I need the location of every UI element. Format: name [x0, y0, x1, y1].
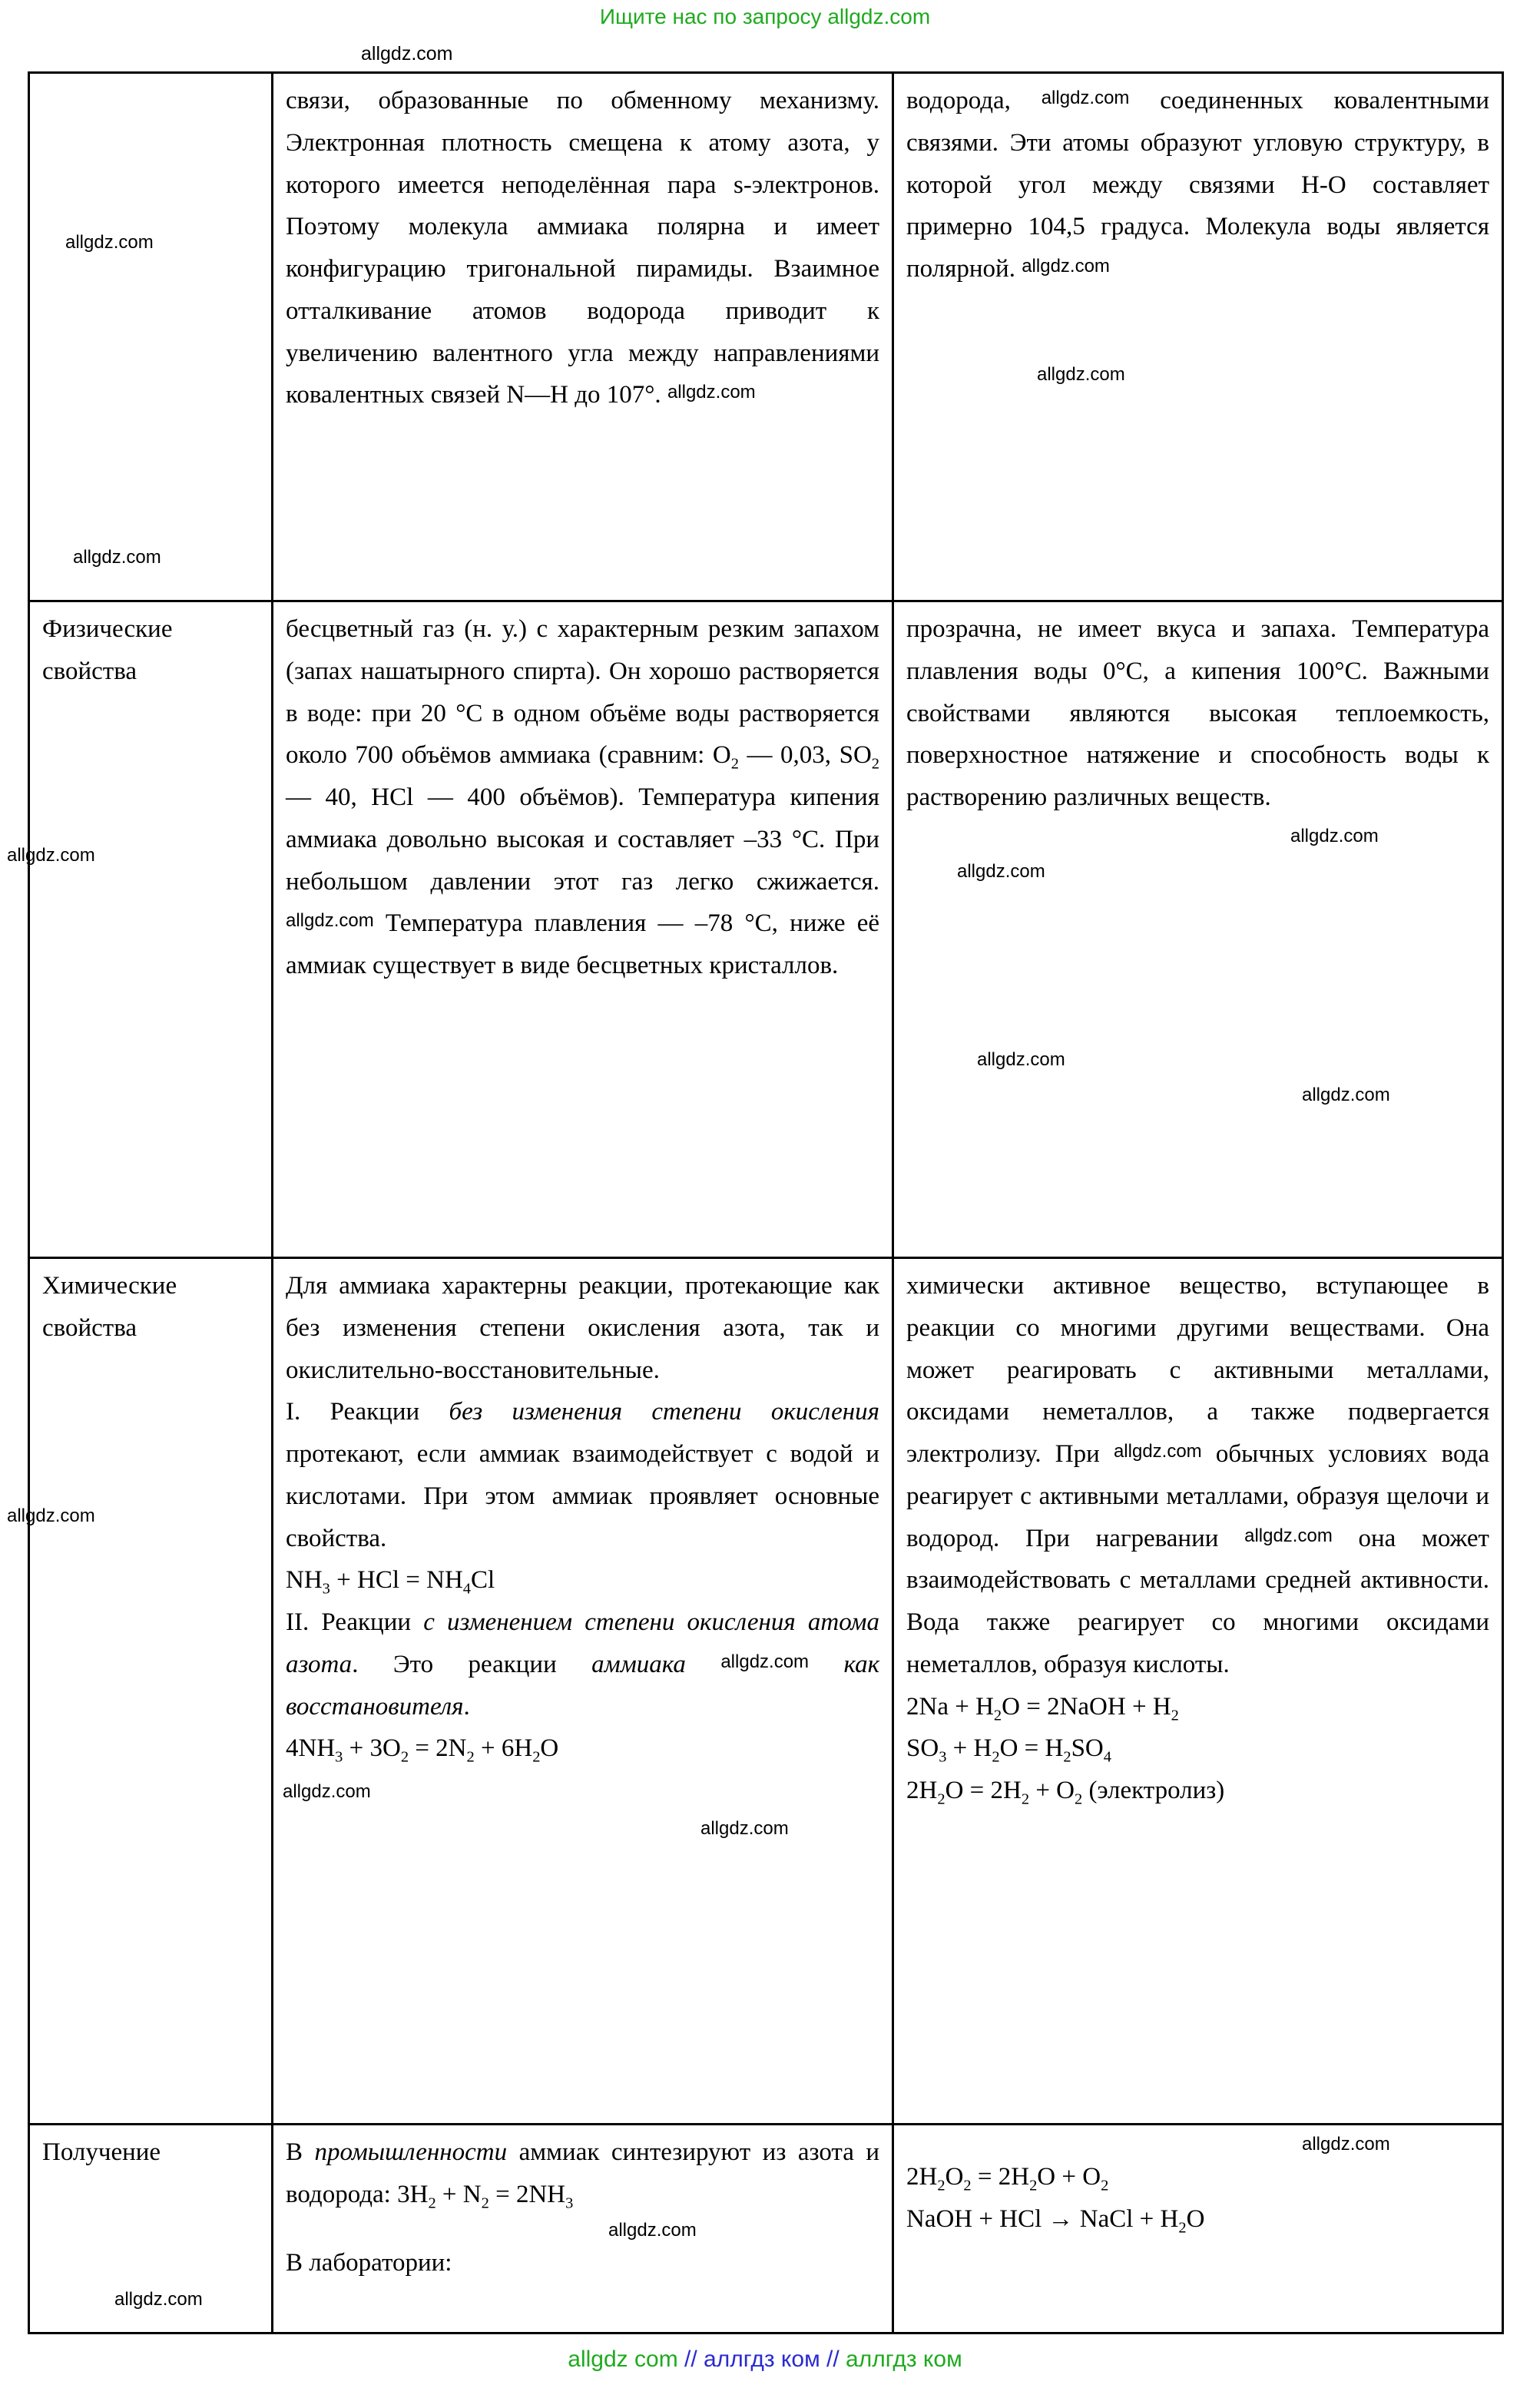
chemical-equation: $SO_3 + H_2O = H_2SO_4$	[906, 1734, 1111, 1767]
row-physical-properties	[29, 601, 1503, 1258]
production-water-cell	[893, 2125, 1503, 2333]
physical-ammonia-cell	[273, 601, 893, 1258]
watermark: allgdz.com	[700, 1818, 789, 1840]
physical-water-text: прозрачна, не имеет вкуса и запаха. Температура плавления воды 0°C, а кипения 100°C. Важными свойствами являются высокая теплоемкость, поверхностное натяжение и способность воды к растворению различных веществ.	[906, 615, 1489, 812]
watermark: allgdz.com	[283, 1781, 371, 1803]
structure-ammonia-text: связи, образованные по обменному механизму. Электронная плотность смещена к атому азота, у которого имеется неподелённая пара s-электронов. Поэтому молекула аммиака полярна и имеет конфигурацию тригональной пирамиды. Взаимное отталкивание атомов водорода приводит к увеличению валентного угла между направлениями ковалентных связей N—H до 107°. allgdz.com	[286, 87, 879, 409]
watermark: allgdz.com	[7, 1505, 95, 1526]
site-banner: Ищите нас по запросу allgdz.com	[599, 5, 931, 28]
production-ammonia-text: В промышленности аммиак синтезируют из азота и водорода: $3H_2 + N_2 = 2NH_3$	[286, 2138, 879, 2212]
chemical-equation: $4NH_3 + 3O_2 = 2N_2 + 6H_2O$	[286, 1734, 559, 1767]
watermark: allgdz.com	[114, 2289, 203, 2310]
comparison-table	[7, 71, 1504, 2334]
chemical-ammonia-reactions-1: I. Реакции без изменения степени окисления протекают, если аммиак взаимодействует с водой и кислотами. При этом аммиак проявляет основные свойства.	[286, 1398, 879, 1552]
chemical-equation: NaOH + HCl → NaCl + $H_2O$	[906, 2204, 1205, 2237]
watermark: allgdz.com	[608, 2219, 697, 2241]
watermark: allgdz.com	[1037, 363, 1125, 385]
row-chemical-properties	[29, 1258, 1503, 2125]
chemical-water-cell	[893, 1258, 1503, 2125]
footer-links: allgdz com // аллгдз ком // аллгдз ком	[568, 2347, 962, 2372]
chemical-ammonia-reactions-2: II. Реакции с изменением степени окисления атома азота. Это реакции аммиака allgdz.com как восстановителя.	[286, 1608, 880, 1721]
structure-water-text: водорода, allgdz.com соединенных ковалентными связями. Эти атомы образуют угловую структуру, в которой угол между связями H-O составляет примерно 104,5 градуса. Молекула воды является полярной. allgdz.com	[906, 87, 1489, 283]
row-structure	[29, 73, 1503, 601]
watermark: allgdz.com	[361, 43, 453, 65]
structure-label-cell	[29, 73, 273, 601]
row-production	[29, 2125, 1503, 2333]
chemical-equation: $2Na + H_2O$ = 2NaOH + $H_2$	[906, 1692, 1179, 1724]
production-label-cell	[29, 2125, 273, 2333]
production-ammonia-cell	[273, 2125, 893, 2333]
chemical-equation: $2H_2O_2 = 2H_2O + O_2$	[906, 2163, 1109, 2194]
watermark: allgdz.com	[1302, 1084, 1390, 1105]
production-ammonia-lab: В лаборатории:	[286, 2248, 452, 2277]
watermark: allgdz.com	[73, 547, 161, 568]
chemical-ammonia-cell	[273, 1258, 893, 2125]
chemical-ammonia-intro: Для аммиака характерны реакции, протекающие как без изменения степени окисления азота, так и окислительно-восстановительные.	[286, 1272, 879, 1384]
watermark: allgdz.com	[65, 232, 154, 253]
watermark: allgdz.com	[977, 1048, 1065, 1070]
row-label: Физические свойства	[42, 615, 173, 685]
physical-ammonia-text: бесцветный газ (н. у.) с характерным резким запахом (запах нашатырного спирта). Он хорошо растворяется в воде: при 20 °C в одном объёме воды растворяется около 700 объёмов аммиака (сравним: $O_2$ — 0,03, $SO_2$ — 40, HCl — 400 объёмов). Температура кипения аммиака довольно высокая и составляет –33 °C. При небольшом давлении этот газ легко сжижается. allgdz.com Температура плавления — –78 °C, ниже её аммиак существует в виде бесцветных кристаллов.	[286, 615, 879, 980]
physical-label-cell	[7, 601, 273, 1258]
row-label: Получение	[42, 2138, 161, 2166]
watermark: allgdz.com	[7, 845, 95, 866]
chemical-equation: $NH_3$ + HCl = $NH_4Cl$	[286, 1566, 495, 1598]
structure-water-cell	[893, 73, 1503, 601]
chemical-water-text: химически активное вещество, вступающее в реакции со многими другими веществами. Она может реагировать с активными металлами, оксидами неметаллов, а также подвергается электролизу. При allgdz.com обычных условиях вода реагирует с активными металлами, образуя щелочи и водород. При нагревании allgdz.com она может взаимодействовать с металлами средней активности. Вода также реагирует со многими оксидами неметаллов, образуя кислоты.	[906, 1272, 1489, 1678]
watermark: allgdz.com	[957, 860, 1045, 882]
watermark: allgdz.com	[1290, 825, 1379, 846]
chemical-label-cell	[7, 1258, 273, 2125]
watermark: allgdz.com	[1302, 2134, 1390, 2155]
chemical-equation: $2H_2O = 2H_2 + O_2$ (электролиз)	[906, 1777, 1225, 1808]
physical-water-cell	[893, 601, 1503, 1258]
structure-ammonia-cell	[273, 73, 893, 601]
row-label: Химические свойства	[42, 1272, 177, 1342]
